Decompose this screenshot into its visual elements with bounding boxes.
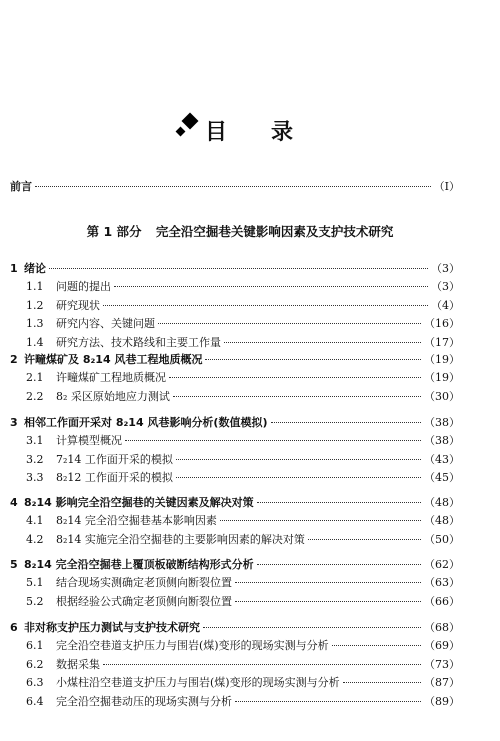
leader-dots (235, 582, 421, 583)
part-number: 第 1 部分 (86, 224, 142, 239)
toc-entry-section[interactable] (26, 371, 460, 385)
toc-entry-label: 结合现场实测确定老顶侧向断裂位置 (56, 576, 232, 590)
toc-entry-section[interactable] (26, 695, 460, 709)
toc-entry-label: 研究现状 (56, 298, 100, 312)
toc-entry-label: 完全沿空巷道支护压力与围岩(煤)变形的现场实测与分析 (56, 639, 329, 653)
toc-page-number: （4） (431, 298, 460, 312)
toc-entry-section[interactable] (26, 336, 460, 350)
leader-dots (169, 377, 421, 378)
toc-section-number: 2.1 (26, 371, 44, 385)
toc-entry-preface[interactable] (10, 180, 460, 194)
toc-page-number: （19） (424, 371, 460, 385)
toc-page-number: （43） (424, 452, 460, 466)
toc-section-number: 6.2 (26, 657, 44, 671)
toc-chapter-number: 3 (10, 416, 18, 429)
toc-page-number: （3） (431, 280, 460, 294)
leader-dots (343, 682, 421, 683)
leader-dots (103, 664, 421, 665)
toc-section-number: 1.3 (26, 317, 44, 331)
toc-page-number: （38） (424, 416, 460, 429)
toc-section-number: 1.1 (26, 280, 44, 294)
toc-page-number: （16） (424, 317, 460, 331)
leader-dots (220, 520, 421, 521)
toc-entry-section[interactable] (26, 595, 460, 609)
leader-dots (257, 564, 421, 565)
toc-page-number: （48） (424, 496, 460, 509)
leader-dots (308, 539, 421, 540)
toc-section-number: 4.2 (26, 532, 44, 546)
toc-entry-label: 计算模型概况 (56, 434, 122, 448)
toc-page-number: （66） (424, 594, 460, 608)
toc-section-number: 3.1 (26, 434, 44, 448)
leader-dots (257, 502, 421, 503)
toc-entry-label: 8₂14 完全沿空掘巷基本影响因素 (56, 514, 217, 528)
toc-entry-label: 研究内容、关键问题 (56, 317, 155, 331)
toc-section-number: 6.4 (26, 694, 44, 708)
toc-page-number: （89） (424, 694, 460, 708)
toc-section-number: 5.1 (26, 576, 44, 590)
leader-dots (114, 286, 428, 287)
toc-page-number: （17） (424, 335, 460, 349)
toc-entry-section[interactable] (26, 639, 460, 653)
toc-entry-label: 许疃煤矿及 8₂14 风巷工程地质概况 (24, 353, 203, 366)
toc-entry-section[interactable] (26, 533, 460, 547)
toc-entry-chapter[interactable] (10, 558, 460, 572)
toc-entry-section[interactable] (26, 434, 460, 448)
toc-chapter-number: 2 (10, 353, 18, 366)
page-title: 目录 (205, 119, 338, 145)
toc-entry-label: 相邻工作面开采对 8₂14 风巷影响分析(数值模拟) (24, 416, 268, 429)
toc-entry-chapter[interactable] (10, 416, 460, 430)
toc-entry-section[interactable] (26, 471, 460, 485)
part-heading (0, 222, 480, 240)
toc-title-block (175, 112, 337, 148)
toc-entry-label: 8₂ 采区原始地应力测试 (56, 389, 170, 403)
toc-page-number: （68） (424, 621, 460, 634)
toc-page-number: （73） (424, 657, 460, 671)
toc-chapter-number: 1 (10, 262, 18, 275)
toc-section-number: 1.4 (26, 335, 44, 349)
toc-section-number: 6.3 (26, 676, 44, 690)
toc-entry-label: 许疃煤矿工程地质概况 (56, 371, 166, 385)
leader-dots (224, 342, 421, 343)
toc-chapter-number: 5 (10, 558, 18, 571)
toc-section-number: 4.1 (26, 514, 44, 528)
toc-entry-chapter[interactable] (10, 496, 460, 510)
leader-dots (176, 459, 421, 460)
leader-dots (203, 627, 421, 628)
leader-dots (173, 396, 421, 397)
toc-page-number: （45） (424, 471, 460, 485)
toc-entry-label: 8₂14 实施完全沿空掘巷的主要影响因素的解决对策 (56, 532, 305, 546)
toc-entry-label: 小煤柱沿空巷道支护压力与围岩(煤)变形的现场实测与分析 (56, 676, 340, 690)
toc-entry-label: 研究方法、技术路线和主要工作量 (56, 335, 221, 349)
leader-dots (205, 359, 421, 360)
leader-dots (271, 422, 422, 423)
toc-entry-label: 前言 (10, 180, 32, 193)
toc-page-number: （Ⅰ） (433, 180, 460, 193)
toc-page-number: （48） (424, 514, 460, 528)
toc-section-number: 3.2 (26, 452, 44, 466)
toc-entry-label: 数据采集 (56, 657, 100, 671)
toc-page-number: （50） (424, 532, 460, 546)
toc-entry-section[interactable] (26, 317, 460, 331)
toc-page-number: （3） (431, 262, 460, 275)
toc-entry-chapter[interactable] (10, 262, 460, 276)
toc-entry-chapter[interactable] (10, 353, 460, 367)
toc-entry-label: 完全沿空掘巷动压的现场实测与分析 (56, 694, 232, 708)
leader-dots (35, 186, 431, 187)
toc-chapter-number: 4 (10, 496, 18, 509)
toc-entry-label: 根据经验公式确定老顶侧向断裂位置 (56, 594, 232, 608)
toc-section-number: 2.2 (26, 389, 44, 403)
toc-entry-label: 非对称支护压力测试与支护技术研究 (24, 621, 200, 634)
toc-entry-label: 问题的提出 (56, 280, 111, 294)
toc-page-number: （19） (424, 353, 460, 366)
toc-entry-label: 7₂14 工作面开采的模拟 (56, 452, 173, 466)
leader-dots (49, 268, 428, 269)
toc-entry-label: 8₂14 影响完全沿空掘巷的关键因素及解决对策 (24, 496, 254, 509)
toc-entry-section[interactable] (26, 299, 460, 313)
toc-entry-section[interactable] (26, 576, 460, 590)
toc-entry-section[interactable] (26, 514, 460, 528)
toc-entry-section[interactable] (26, 390, 460, 404)
toc-page-number: （62） (424, 558, 460, 571)
toc-section-number: 6.1 (26, 639, 44, 653)
toc-entry-section[interactable] (26, 453, 460, 467)
leader-dots (332, 645, 421, 646)
leader-dots (176, 477, 421, 478)
leader-dots (235, 701, 421, 702)
leader-dots (235, 601, 421, 602)
toc-page-number: （38） (424, 434, 460, 448)
toc-section-number: 3.3 (26, 471, 44, 485)
leader-dots (125, 440, 421, 441)
toc-section-number: 1.2 (26, 298, 44, 312)
toc-entry-label: 8₂12 工作面开采的模拟 (56, 471, 173, 485)
toc-page-number: （69） (424, 639, 460, 653)
part-title: 完全沿空掘巷关键影响因素及支护技术研究 (155, 224, 394, 239)
toc-entry-section[interactable] (26, 658, 460, 672)
toc-entry-section[interactable] (26, 280, 460, 294)
toc-page-number: （30） (424, 389, 460, 403)
toc-page-number: （63） (424, 576, 460, 590)
toc-entry-section[interactable] (26, 676, 460, 690)
toc-page-number: （87） (424, 676, 460, 690)
toc-entry-label: 绪论 (24, 262, 46, 275)
toc-entry-chapter[interactable] (10, 621, 460, 635)
diamond-ornament-icon (175, 115, 201, 145)
toc-section-number: 5.2 (26, 594, 44, 608)
leader-dots (158, 323, 421, 324)
toc-entry-label: 8₂14 完全沿空掘巷上覆顶板破断结构形式分析 (24, 558, 254, 571)
toc-chapter-number: 6 (10, 621, 18, 634)
leader-dots (103, 305, 428, 306)
